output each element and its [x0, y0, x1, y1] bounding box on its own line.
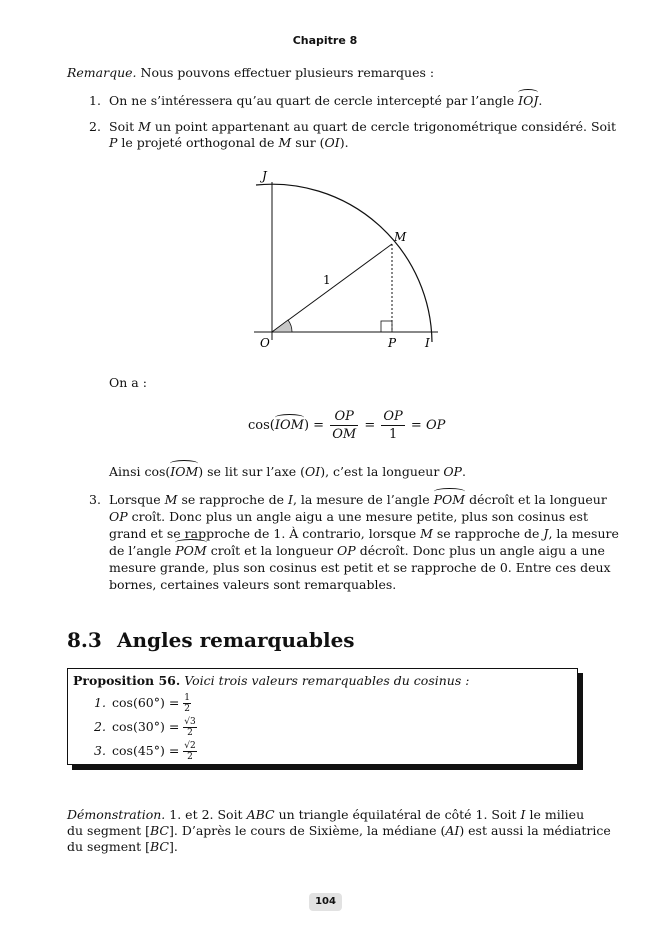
section-title: Angles remarquables [117, 628, 355, 652]
var-m: M [164, 492, 178, 507]
demo-line-3 [67, 838, 178, 855]
item-expr: cos(30°) = [112, 719, 180, 734]
text: le projeté orthogonal de [121, 135, 275, 150]
numerator: OP [330, 408, 358, 426]
quarter-circle-arc [256, 184, 432, 342]
text: Lorsque [109, 492, 161, 507]
item-number: 3. [94, 743, 106, 758]
remark-item-2-line2 [109, 134, 349, 151]
angle-pom: POM [175, 543, 207, 558]
item-end: . [538, 93, 543, 108]
unit-circle-figure [250, 162, 450, 357]
var-j: J [543, 526, 549, 541]
var-p: P [109, 135, 118, 150]
remark-item-3-line5: mesure grande, plus son cosinus est petit et se rapproche de 0. Entre ces deux [109, 560, 611, 575]
text: ) est aussi la médiatrice [459, 823, 611, 838]
fraction-op-om [330, 408, 358, 443]
segment-om [272, 244, 392, 332]
page-number: 104 [309, 893, 342, 911]
label-i: I [425, 336, 430, 350]
label-m: M [394, 230, 407, 244]
eq-close: ) = [303, 418, 325, 433]
right-angle-mark [381, 321, 392, 332]
label-j: J [262, 169, 267, 183]
text: ]. [169, 839, 178, 854]
proposition-item-2 [94, 717, 197, 738]
chapter-header: Chapitre 8 [292, 34, 358, 47]
angle-ioj: IOJ [518, 93, 539, 108]
var-m: M [138, 119, 151, 134]
var-abc: ABC [246, 807, 275, 822]
demo-label: Démonstration. [67, 807, 166, 822]
denominator: 2 [187, 728, 193, 738]
numerator: √2 [184, 741, 196, 751]
angle-iom: IOM [170, 464, 199, 479]
text: se rapproche de [181, 492, 284, 507]
proposition-box [67, 668, 578, 765]
text: un point appartenant au quart de cercle trigonométrique considéré. Soit [154, 119, 617, 134]
var-bc: BC [150, 823, 169, 838]
var-i: I [287, 492, 293, 507]
var-bc: BC [150, 839, 169, 854]
remark-item-3-line2 [109, 508, 588, 525]
on-a: On a : [109, 375, 147, 390]
angle-iom: IOM [274, 418, 304, 433]
text: 1. et 2. Soit [169, 807, 243, 822]
text: se rapproche de [436, 526, 540, 541]
text: croît et la longueur [210, 543, 334, 558]
cos-equation [248, 408, 445, 443]
proposition-label: Proposition 56. [73, 673, 181, 688]
denominator: 2 [184, 704, 191, 714]
text: le milieu [529, 807, 585, 822]
text: grand et se rapproche de 1. À contrario, lorsque [109, 526, 417, 541]
item-number: 2. [94, 719, 106, 734]
var-oi: OI [305, 464, 321, 479]
var-op: OP [337, 543, 356, 558]
item-number: 3. [89, 492, 101, 507]
item-number: 1. [89, 93, 101, 108]
item-number: 2. [89, 119, 101, 134]
label-o: O [260, 336, 270, 350]
var-m: M [278, 135, 292, 150]
item-number: 1. [94, 695, 106, 710]
angle-pom: POM [433, 492, 466, 507]
numerator: OP [383, 409, 403, 424]
item-expr: cos(45°) = [112, 743, 180, 758]
label-radius: 1 [323, 273, 331, 287]
proposition-heading [73, 672, 469, 689]
text: décroît et la longueur [469, 492, 607, 507]
text: Soit [109, 119, 135, 134]
label-p: P [388, 336, 397, 350]
text: décroît. Donc plus un angle aigu a une [359, 543, 605, 558]
text: un triangle équilatéral de côté 1. Soit [278, 807, 517, 822]
item-expr: cos(60°) = [112, 695, 180, 710]
remark-intro-text: Nous pouvons effectuer plusieurs remarques : [140, 65, 435, 80]
text: . [461, 464, 466, 479]
text: sur ( [295, 135, 325, 150]
remark-item-2-line1 [89, 118, 616, 135]
fraction-op-1 [381, 408, 404, 443]
text: , la mesure [548, 526, 619, 541]
text: ). [339, 135, 349, 150]
angle-wedge [272, 320, 292, 332]
denominator: 2 [187, 752, 193, 762]
proposition-item-3 [94, 741, 197, 762]
text: ]. D’après le cours de Sixième, la médiane ( [169, 823, 446, 838]
var-i: I [520, 807, 526, 822]
text: Ainsi cos( [109, 464, 171, 479]
remark-item-3-line6: bornes, certaines valeurs sont remarquables. [109, 577, 397, 592]
var-op: OP [443, 464, 462, 479]
eq-sign: = [364, 418, 376, 433]
denominator: OM [332, 427, 357, 442]
proposition-item-1 [94, 693, 191, 714]
text: croît. Donc plus un angle aigu a une mesure petite, plus son cosinus est [131, 509, 588, 524]
item-fraction [183, 693, 191, 714]
ainsi-line [109, 463, 466, 480]
numerator: 1 [184, 693, 191, 703]
eq-end: = OP [410, 418, 446, 433]
denominator: 1 [388, 427, 398, 442]
remark-item-3-line1 [89, 491, 607, 508]
section-number: 8.3 [67, 628, 102, 652]
text: du segment [ [67, 823, 151, 838]
var-ai: AI [445, 823, 460, 838]
remark-item-1 [89, 92, 542, 109]
text: ) se lit sur l’axe ( [198, 464, 306, 479]
remark-item-3-line4 [109, 542, 605, 559]
remark-intro [67, 64, 434, 81]
text: du segment [ [67, 839, 151, 854]
text: de l’angle [109, 543, 172, 558]
demo-line-2 [67, 822, 611, 839]
item-text: On ne s’intéressera qu’au quart de cercle intercepté par l’angle [109, 93, 515, 108]
var-oi: OI [324, 135, 340, 150]
text: , la mesure de l’angle [292, 492, 430, 507]
var-m: M [420, 526, 433, 541]
numerator: √3 [184, 717, 196, 727]
proposition-statement: Voici trois valeurs remarquables du cosinus : [184, 673, 470, 688]
eq-cos: cos( [248, 418, 275, 433]
section-heading [67, 628, 355, 652]
text: ), c’est la longueur [320, 464, 440, 479]
remark-label: Remarque. [67, 65, 137, 80]
demo-line-1 [67, 806, 584, 823]
item-fraction [183, 717, 196, 738]
item-fraction [183, 741, 196, 762]
var-op: OP [109, 509, 128, 524]
